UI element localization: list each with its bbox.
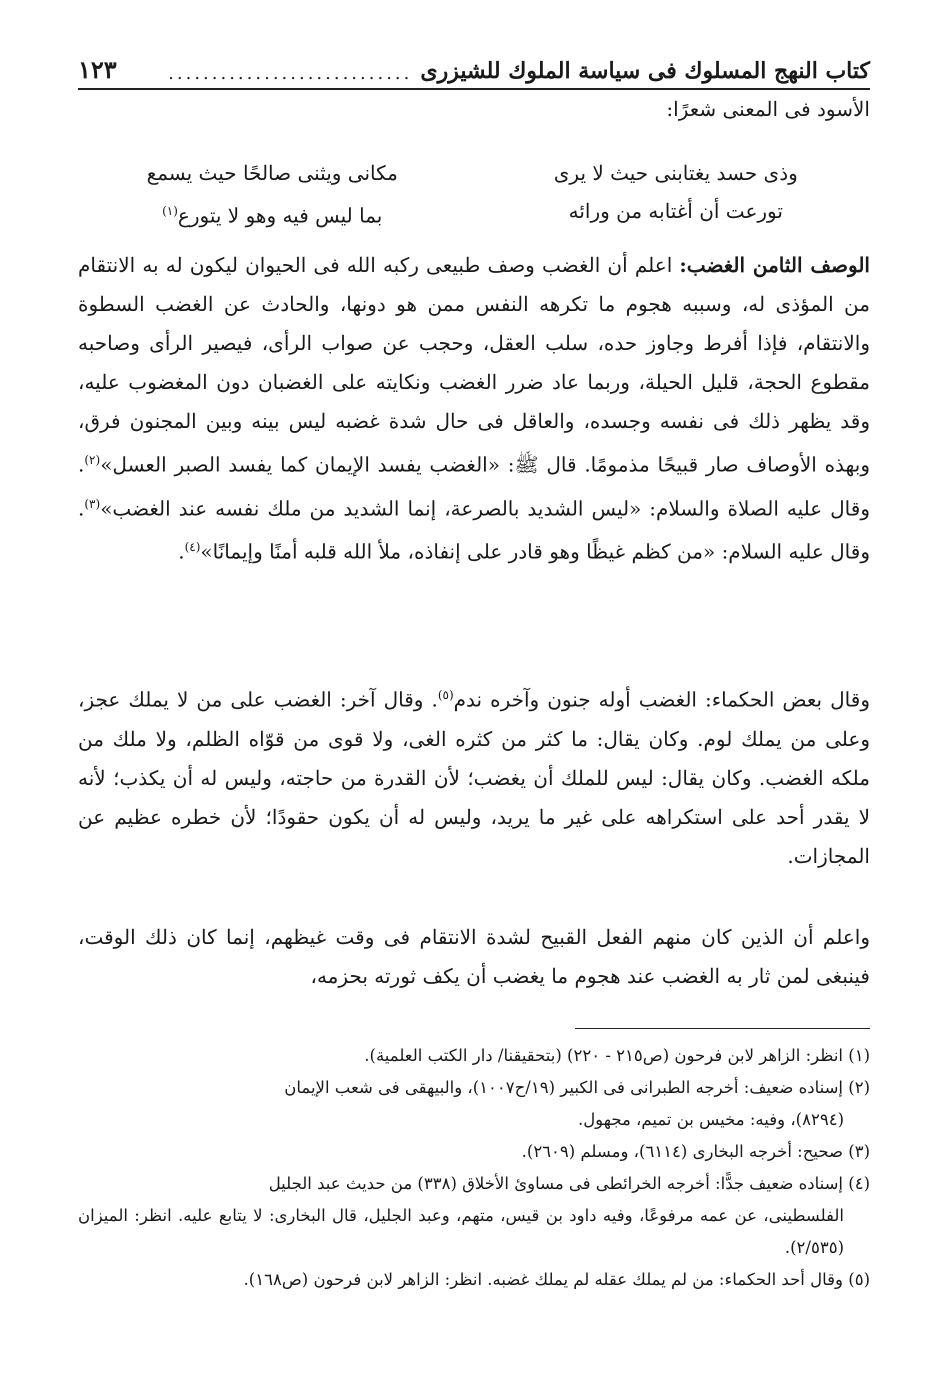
section-heading: الوصف الثامن الغضب: — [679, 253, 870, 277]
verse-hemistich: بما ليس فيه وهو لا يتورع$^{(١)}$ — [162, 203, 383, 228]
intro-line: الأسود فى المعنى شعرًا: — [666, 97, 870, 121]
footnote-ref: (١) — [162, 204, 178, 218]
footnote-separator — [575, 1028, 870, 1029]
footnote: (١) انظر: الزاهر لابن فرحون (ص٢١٥ - ٢٢٠) (بتحقيقنا/ دار الكتب العلمية). — [364, 1046, 870, 1065]
footnote: (٢) إسناده ضعيف: أخرجه الطبرانى فى الكبير (١٩/ح١٠٠٧)، والبيهقى فى شعب الإيمان (٨٢٩٤)، وفيه: مخيس بن تميم، مجهول. — [284, 1078, 870, 1129]
verse-hemistich: تورعت أن أغتابه من ورائه — [568, 199, 783, 223]
page-number: ١٢٣ — [78, 55, 117, 84]
book-title: كتاب النهج المسلوك فى سياسة الملوك للشيزرى — [420, 58, 870, 84]
footnote-ref: (٤) — [184, 540, 201, 555]
footnotes — [78, 1040, 870, 1296]
footnote-ref: (٣) — [84, 496, 101, 511]
verse-hemistich: وذى حسد يغتابنى حيث لا يرى — [553, 161, 798, 185]
paragraph-sayings: وقال بعض الحكماء: الغضب أوله جنون وآخره ندم$^{(٥)}$. وقال آخر: الغضب على من لا يملك عجز، وعلى من يملك لوم. وكان يقال: ما كثر من كثره الغى، ولا قوى من قوّاه الظلم، ولا ملك من ملكه الغضب. وكان يقال: ليس للملك أن يغضب؛ لأن القدرة من حاجته، وليس له أن يكذب؛ لأنه لا يقدر أحد على استكراهه على غير ما يريد، وليس له أن يكون حقودًا؛ لأن خطره عظيم عن المجازات. — [78, 687, 870, 868]
footnote: (٥) وقال أحد الحكماء: من لم يملك عقله لم يملك غضبه. انظر: الزاهر لابن فرحون (ص١٦٨). — [243, 1270, 870, 1289]
running-header — [78, 40, 870, 90]
paragraph-conclusion: واعلم أن الذين كان منهم الفعل القبيح لشدة الانتقام فى وقت غيظهم، إنما كان ذلك الوقت، فينبغى لمن ثار به الغضب عند هجوم ما يغضب أن يكف ثورته بحزمه، — [78, 925, 870, 988]
verse-hemistich: مكانى ويثنى صالحًا حيث يسمع — [146, 161, 398, 185]
verse-line — [78, 192, 870, 235]
footnote: (٣) صحيح: أخرجه البخارى (٦١١٤)، ومسلم (٢٦٠٩). — [521, 1142, 870, 1161]
footnote: (٤) إسناده ضعيف جدًّا: أخرجه الخرائطى فى مساوئ الأخلاق (٣٣٨) من حديث عبد الجليل الفلسطينى، عن عمه مرفوعًا، وفيه داود بن قيس، متهم، وعبد الجليل، قال البخارى: لا يتابع عليه. انظر: الميزان (٢/٥٣٥). — [78, 1174, 870, 1257]
poem-verses — [78, 154, 870, 235]
paragraph-anger: الوصف الثامن الغضب: اعلم أن الغضب وصف طبيعى ركبه الله فى الحيوان ليكون له به الانتقام من المؤذى له، وسببه هجوم ما تكرهه النفس ممن هو دونها، والحادث عن الغضب السطوة والانتقام، فإذا أفرط وجاوز حده، سلب العقل، وحجب عن صواب الرأى، فيصير الرأى وصاحبه مقطوع الحجة، قليل الحيلة، وربما عاد ضرر الغضب ونكايته على الغضبان دون المغضوب عليه، وقد يظهر ذلك فى نفسه وجسده، والعاقل فى حال شدة غضبه ليس بينه وبين المجنون فرق، وبهذه الأوصاف صار قبيحًا مذمومًا. قال ﷺ: «الغضب يفسد الإيمان كما يفسد الصبر العسل»$^{(٢)}$. وقال عليه الصلاة والسلام: «ليس الشديد بالصرعة، إنما الشديد من ملك نفسه عند الغضب»$^{(٣)}$. وقال عليه السلام: «من كظم غيظًا وهو قادر على إنفاذه، ملأ الله قلبه أمنًا وإيمانًا»$^{(٤)}$. — [78, 253, 871, 564]
verse-line — [78, 154, 870, 192]
header-leader-dots: ............................ — [168, 63, 413, 84]
footnote-ref: (٢) — [84, 453, 101, 467]
footnote-ref: (٥) — [437, 688, 454, 702]
